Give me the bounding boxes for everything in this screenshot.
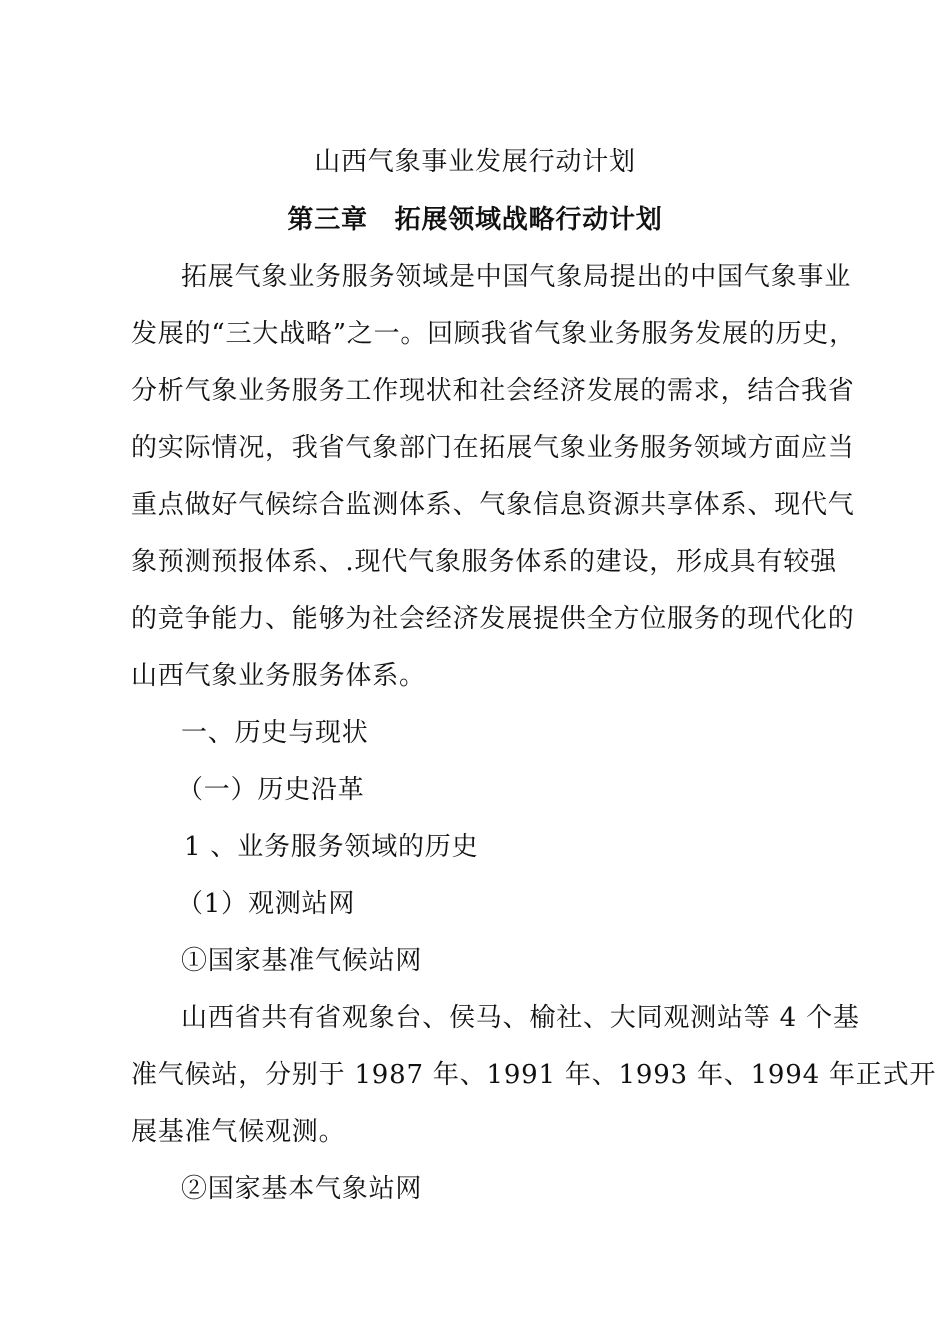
subitem-heading: （1）观测站网 — [177, 889, 356, 919]
point-heading: ②国家基本气象站网 — [181, 1174, 423, 1204]
paragraph-line: 分析气象业务服务工作现状和社会经济发展的需求，结合我省 — [131, 376, 855, 406]
paragraph-line: 展基准气候观测。 — [131, 1117, 346, 1147]
point-heading: ①国家基准气候站网 — [181, 946, 423, 976]
document-title: 山西气象事业发展行动计划 — [314, 147, 636, 177]
chapter-heading: 第三章 拓展领域战略行动计划 — [287, 205, 663, 235]
paragraph-line: 发展的“三大战略”之一。回顾我省气象业务服务发展的历史， — [131, 319, 856, 349]
paragraph-line: 象预测预报体系、.现代气象服务体系的建设，形成具有较强 — [131, 547, 837, 577]
paragraph-line: 的实际情况，我省气象部门在拓展气象业务服务领域方面应当 — [131, 433, 855, 463]
paragraph-line: 的竞争能力、能够为社会经济发展提供全方位服务的现代化的 — [131, 604, 855, 634]
paragraph-line: 重点做好气候综合监测体系、气象信息资源共享体系、现代气 — [131, 490, 855, 520]
subsection-heading: （一）历史沿革 — [177, 775, 365, 805]
paragraph-line: 山西气象业务服务体系。 — [131, 661, 426, 691]
paragraph-line: 山西省共有省观象台、侯马、榆社、大同观测站等 4 个基 — [181, 1003, 860, 1033]
section-heading: 一、历史与现状 — [181, 718, 369, 748]
paragraph-line: 准气候站，分别于 1987 年、1991 年、1993 年、1994 年正式开 — [131, 1060, 937, 1090]
paragraph-line: 拓展气象业务服务领域是中国气象局提出的中国气象事业 — [181, 262, 852, 292]
item-heading: 1 、业务服务领域的历史 — [184, 832, 479, 862]
